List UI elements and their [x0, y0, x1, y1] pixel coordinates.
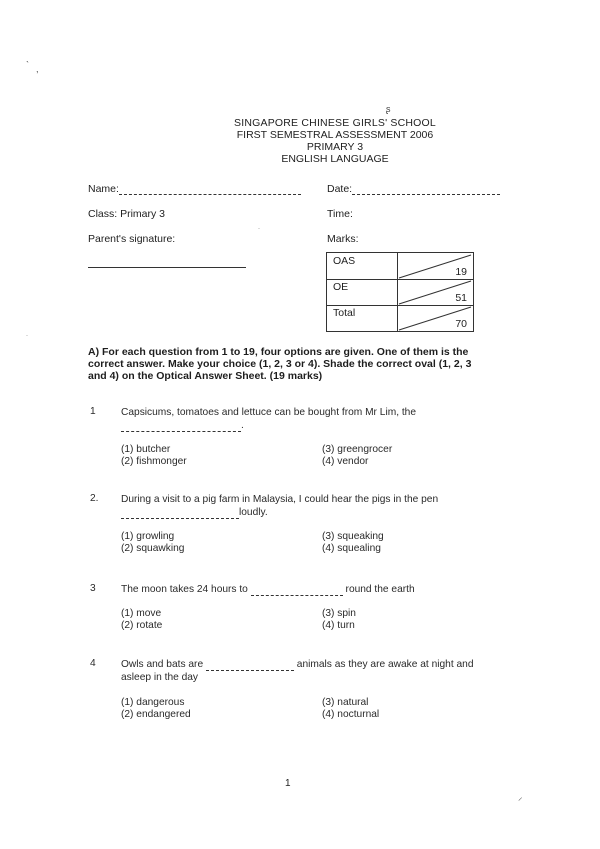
option: (2) rotate	[121, 620, 163, 631]
class-label: Class: Primary 3	[88, 208, 166, 220]
marks-label: Marks:	[327, 233, 359, 245]
question-text: Owls and bats are animals as they are awake at night and asleep in the day	[121, 659, 474, 683]
time-label: Time:	[327, 208, 353, 220]
question-text: During a visit to a pig farm in Malaysia, I could hear the pigs in the pen loudly.	[121, 494, 439, 518]
scan-speck: ʂ	[386, 104, 391, 114]
signature-line	[88, 267, 246, 268]
option: (2) endangered	[121, 709, 191, 720]
option: (1) move	[121, 608, 162, 619]
scan-speck: ,	[36, 64, 39, 74]
level-title: PRIMARY 3	[306, 141, 364, 153]
question-1	[0, 406, 600, 466]
option: (1) dangerous	[121, 697, 185, 708]
question-text: Capsicums, tomatoes and lettuce can be bought from Mr Lim, the .	[121, 407, 417, 431]
option: (4) squealing	[322, 543, 381, 554]
option: (4) nocturnal	[322, 709, 380, 720]
marks-row-max: 19	[455, 266, 467, 278]
page-number: 1	[285, 778, 291, 789]
name-blank	[119, 194, 301, 195]
question-number: 3	[90, 583, 96, 594]
option: (3) greengrocer	[322, 444, 393, 455]
parent-signature-label: Parent's signature:	[88, 233, 176, 245]
school-name: SINGAPORE CHINESE GIRLS' SCHOOL	[234, 117, 436, 129]
answer-blank	[121, 421, 241, 432]
option: (3) spin	[322, 608, 356, 619]
question-number: 4	[90, 658, 96, 669]
option: (2) fishmonger	[121, 456, 187, 467]
question-4	[0, 658, 600, 688]
scan-speck: `	[26, 60, 29, 70]
question-3	[0, 583, 600, 599]
scan-speck: ⸝	[518, 792, 523, 802]
assessment-title: FIRST SEMESTRAL ASSESSMENT 2006	[236, 129, 434, 141]
marks-table	[326, 252, 474, 332]
marks-row-label: OE	[333, 281, 349, 293]
option: (4) vendor	[322, 456, 369, 467]
option: (1) growling	[121, 531, 175, 542]
name-field	[88, 183, 301, 195]
marks-row-max: 51	[455, 292, 467, 304]
option: (1) butcher	[121, 444, 171, 455]
marks-row-total	[327, 305, 473, 331]
option: (4) turn	[322, 620, 355, 631]
option: (3) squeaking	[322, 531, 384, 542]
paper-header	[0, 117, 600, 165]
question-number: 2.	[90, 493, 99, 504]
answer-blank	[206, 660, 294, 671]
question-number: 1	[90, 406, 96, 417]
scan-speck: ·	[258, 226, 260, 232]
question-2	[0, 493, 600, 523]
option: (2) squawking	[121, 543, 185, 554]
section-a-instructions: A) For each question from 1 to 19, four options are given. One of them is the correct answer. Make your choice (1, 2, 3 or 4). Shade the correct oval (1, 2, 3 and 4) on the Optical Answer Sheet. (19 marks)	[88, 346, 472, 382]
answer-blank	[121, 508, 239, 519]
scan-speck: ·	[26, 333, 28, 339]
date-blank	[352, 194, 500, 195]
question-text: The moon takes 24 hours to round the earth	[121, 584, 415, 595]
option: (3) natural	[322, 697, 369, 708]
subject-title: ENGLISH LANGUAGE	[281, 153, 389, 165]
marks-row-max: 70	[455, 318, 467, 330]
date-label: Date:	[327, 183, 353, 195]
marks-row-label: Total	[333, 307, 356, 319]
marks-row-label: OAS	[333, 255, 356, 267]
marks-row-oe	[327, 279, 473, 306]
date-field	[327, 183, 500, 195]
marks-row-oas	[327, 253, 473, 280]
answer-blank	[251, 585, 343, 596]
name-label: Name:	[88, 183, 119, 195]
